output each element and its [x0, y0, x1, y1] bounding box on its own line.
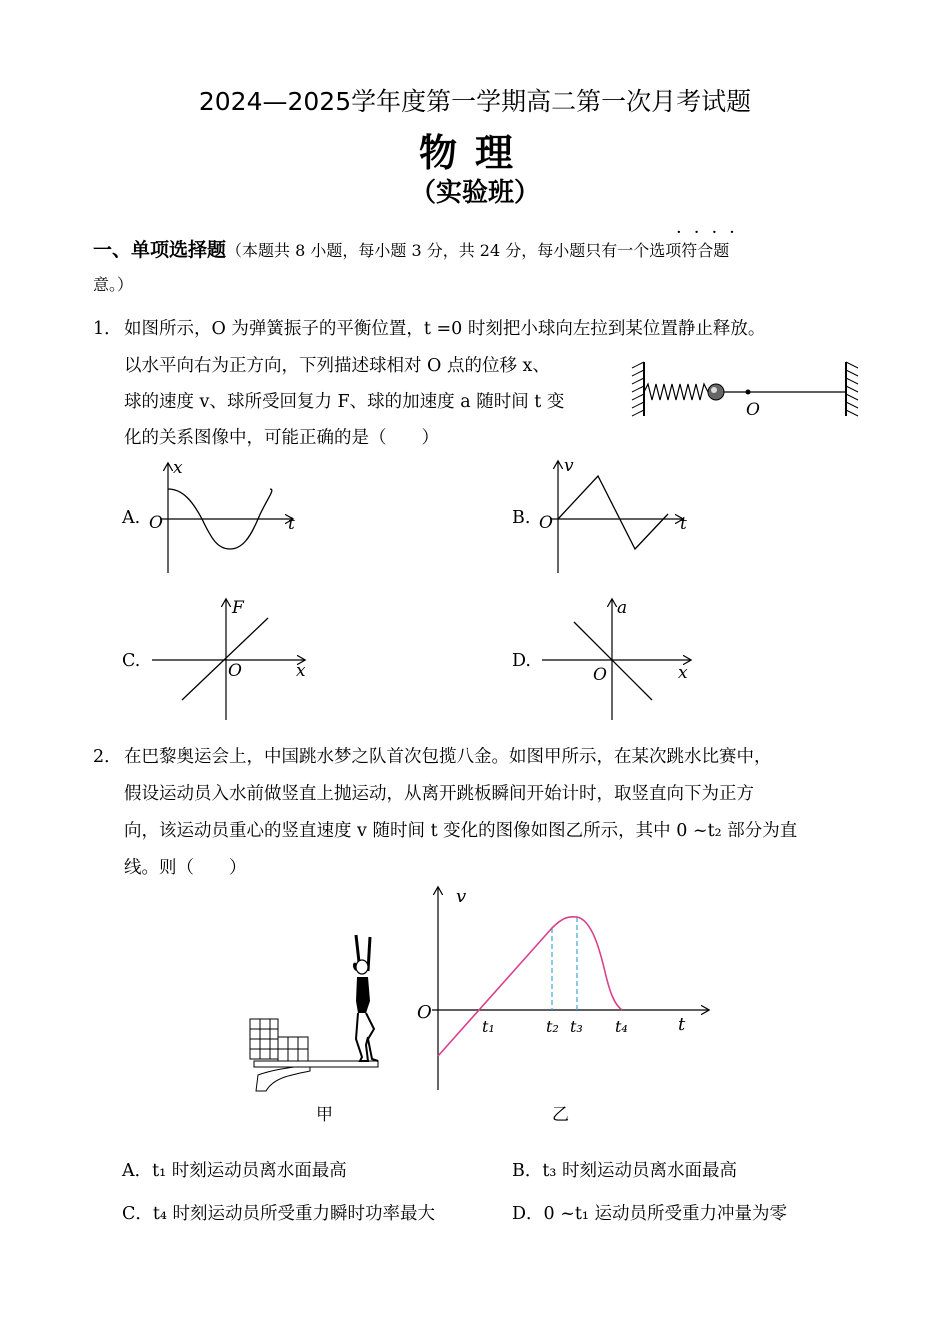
q2-number: 2．	[93, 747, 122, 767]
tick-t4: t₄	[615, 1017, 628, 1036]
curve-b	[558, 476, 668, 549]
tick-t3: t₃	[570, 1017, 583, 1036]
q2-option-c-text: t₄ 时刻运动员所受重力瞬时功率最大	[152, 1204, 436, 1224]
q2-option-a-letter: A．	[122, 1161, 153, 1181]
section-heading	[93, 235, 729, 262]
q1-option-c-letter[interactable]: C.	[122, 651, 141, 671]
fig-yi-label: 乙	[552, 1105, 569, 1125]
q2-option-b-text: t₃ 时刻运动员离水面最高	[542, 1161, 737, 1181]
q2-option-b[interactable]	[512, 1157, 737, 1182]
q1-b-yaxis-label: v	[564, 456, 574, 476]
q1-d-origin-label: O	[593, 665, 607, 685]
q1-option-c-graph	[146, 596, 311, 722]
q1-line4: 化的关系图像中，可能正确的是（ ）	[124, 428, 439, 448]
vt-xaxis-label: t	[678, 1014, 686, 1035]
q1-line1: 如图所示，O 为弹簧振子的平衡位置，t =0 时刻把小球向左拉到某位置静止释放。	[124, 319, 766, 339]
tick-t2: t₂	[546, 1017, 559, 1036]
fig-jia-label: 甲	[316, 1105, 333, 1125]
exam-title: 2024—2025学年度第一学期高二第一次月考试题	[198, 87, 752, 116]
subject-title: 物理	[418, 131, 531, 175]
q1-line2: 以水平向右为正方向，下列描述球相对 O 点的位移 x、	[124, 356, 550, 376]
q1-c-origin-label: O	[228, 661, 242, 681]
q1-a-yaxis-label: x	[173, 458, 183, 478]
q1-option-d-graph	[536, 596, 701, 722]
section-title: 一、单项选择题	[93, 239, 227, 261]
q2-option-b-letter: B．	[512, 1161, 543, 1181]
q1-line3: 球的速度 v、球所受回复力 F、球的加速度 a 随时间 t 变	[124, 392, 565, 412]
q1-option-a-letter[interactable]: A.	[122, 508, 141, 528]
line-d	[574, 622, 652, 700]
diver-figure	[244, 925, 394, 1100]
q1-d-yaxis-label: a	[617, 598, 628, 618]
q1-option-a-graph	[140, 458, 305, 576]
figure-origin-label: O	[746, 400, 760, 420]
line-c	[182, 618, 268, 700]
spring-oscillator-figure	[628, 358, 863, 420]
vt-yaxis-label: v	[456, 886, 467, 907]
class-label: （实验班）	[409, 178, 540, 208]
q1-option-d-letter[interactable]: D.	[512, 651, 531, 671]
q2-option-c[interactable]	[122, 1200, 435, 1225]
q1-a-xaxis-label: t	[288, 514, 295, 534]
section-note: （本题共 8 小题，每小题 3 分，共 24 分，每小题只有一个选项符合题	[226, 241, 730, 260]
q2-option-a[interactable]	[122, 1157, 347, 1182]
q1-b-origin-label: O	[539, 513, 553, 533]
vt-origin-label: O	[417, 1002, 432, 1023]
emphasis-dots: ····	[676, 222, 747, 243]
q2-line1: 在巴黎奥运会上，中国跳水梦之队首次包揽八金。如图甲所示，在某次跳水比赛中，	[124, 747, 772, 767]
q2-option-d-text: 0 ~t₁ 运动员所受重力冲量为零	[543, 1204, 788, 1224]
q1-c-xaxis-label: x	[296, 661, 306, 681]
q2-option-a-text: t₁ 时刻运动员离水面最高	[152, 1161, 347, 1181]
q1-b-xaxis-label: t	[680, 514, 687, 534]
section-note-cont: 意。）	[93, 275, 134, 294]
q2-option-d[interactable]	[512, 1200, 787, 1225]
q1-option-b-letter[interactable]: B.	[512, 508, 531, 528]
vt-curve	[438, 917, 622, 1056]
spring	[644, 384, 708, 400]
q2-line4: 线。则（ ）	[124, 858, 247, 878]
q1-d-xaxis-label: x	[678, 663, 688, 683]
q2-option-d-letter: D．	[512, 1204, 544, 1224]
q1-option-b-graph	[530, 456, 695, 576]
q1-a-origin-label: O	[149, 513, 163, 533]
q2-line2: 假设运动员入水前做竖直上抛运动，从离开跳板瞬间开始计时，取竖直向下为正方	[124, 784, 754, 804]
tick-t1: t₁	[482, 1017, 495, 1036]
q1-c-yaxis-label: F	[232, 598, 244, 618]
vt-graph	[410, 880, 710, 1095]
q2-option-c-letter: C．	[122, 1204, 153, 1224]
q1-number: 1．	[93, 319, 122, 339]
q2-line3: 向，该运动员重心的竖直速度 v 随时间 t 变化的图像如图乙所示，其中 0 ~t₂ 部分为直	[124, 821, 798, 841]
